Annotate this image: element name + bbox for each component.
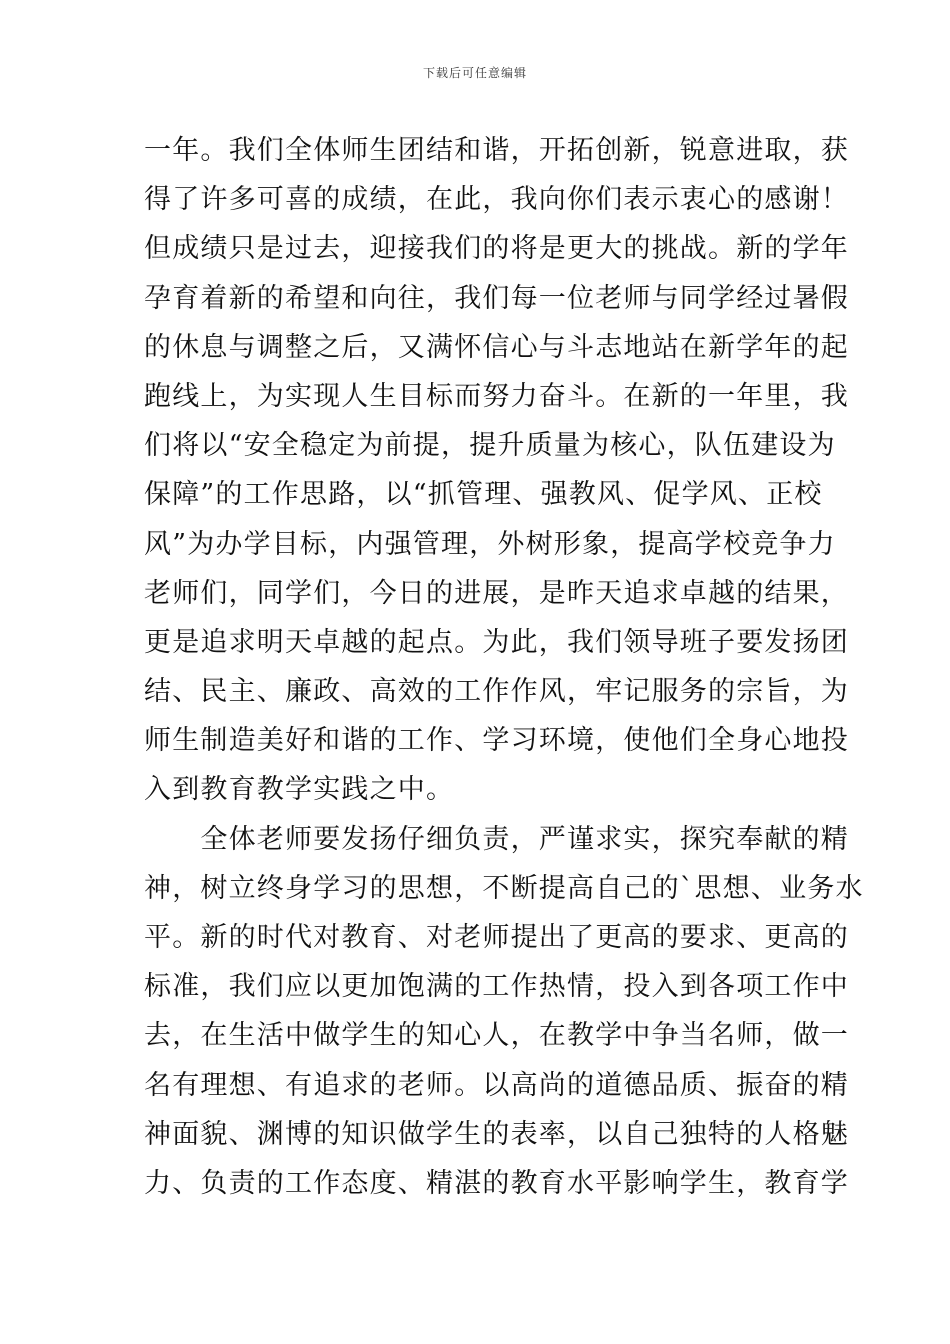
document-body <box>144 126 864 1208</box>
text-line: 风”为办学目标，内强管理，外树形象，提高学校竞争力 <box>144 528 836 560</box>
text-line: 神面貌、渊博的知识做学生的表率，以自己独特的人格魅 <box>144 1118 849 1150</box>
page-header: 下载后可任意编辑 <box>422 66 527 80</box>
text-line: 力、负责的工作态度、精湛的教育水平影响学生，教育学 <box>144 1167 849 1199</box>
text-line: 老师们，同学们，今日的进展，是昨天追求卓越的结果， <box>144 577 849 609</box>
text-line: 一年。我们全体师生团结和谐，开拓创新，锐意进取，获 <box>144 135 849 166</box>
text-line: 的休息与调整之后，又满怀信心与斗志地站在新学年的起 <box>144 331 849 363</box>
text-line: 结、民主、廉政、高效的工作作风，牢记服务的宗旨，为 <box>144 676 849 708</box>
text-line: 平。新的时代对教育、对老师提出了更高的要求、更高的 <box>144 922 849 953</box>
text-line: 师生制造美好和谐的工作、学习环境，使他们全身心地投 <box>144 725 849 757</box>
text-line: 得了许多可喜的成绩，在此，我向你们表示衷心的感谢！ <box>144 184 849 216</box>
text-line: 跑线上，为实现人生目标而努力奋斗。在新的一年里，我 <box>144 380 849 412</box>
text-line: 全体老师要发扬仔细负责，严谨求实，探究奉献的精 <box>144 823 849 855</box>
text-line: 入到教育教学实践之中。 <box>144 774 455 806</box>
text-line: 保障”的工作思路，以“抓管理、强教风、促学风、正校 <box>144 479 823 511</box>
text-line: 名有理想、有追求的老师。以高尚的道德品质、振奋的精 <box>144 1069 849 1101</box>
text-line: 去，在生活中做学生的知心人，在教学中争当名师，做一 <box>144 1020 849 1052</box>
text-line: 但成绩只是过去，迎接我们的将是更大的挑战。新的学年 <box>144 233 849 265</box>
text-line: 孕育着新的希望和向往，我们每一位老师与同学经过暑假 <box>144 282 849 314</box>
text-line: 们将以“安全稳定为前提，提升质量为核心，队伍建设为 <box>144 430 836 462</box>
text-line: 神，树立终身学习的思想，不断提高自己的`思想、业务水 <box>144 872 864 904</box>
text-line: 更是追求明天卓越的起点。为此，我们领导班子要发扬团 <box>144 626 849 658</box>
text-line: 标准，我们应以更加饱满的工作热情，投入到各项工作中 <box>144 971 849 1003</box>
